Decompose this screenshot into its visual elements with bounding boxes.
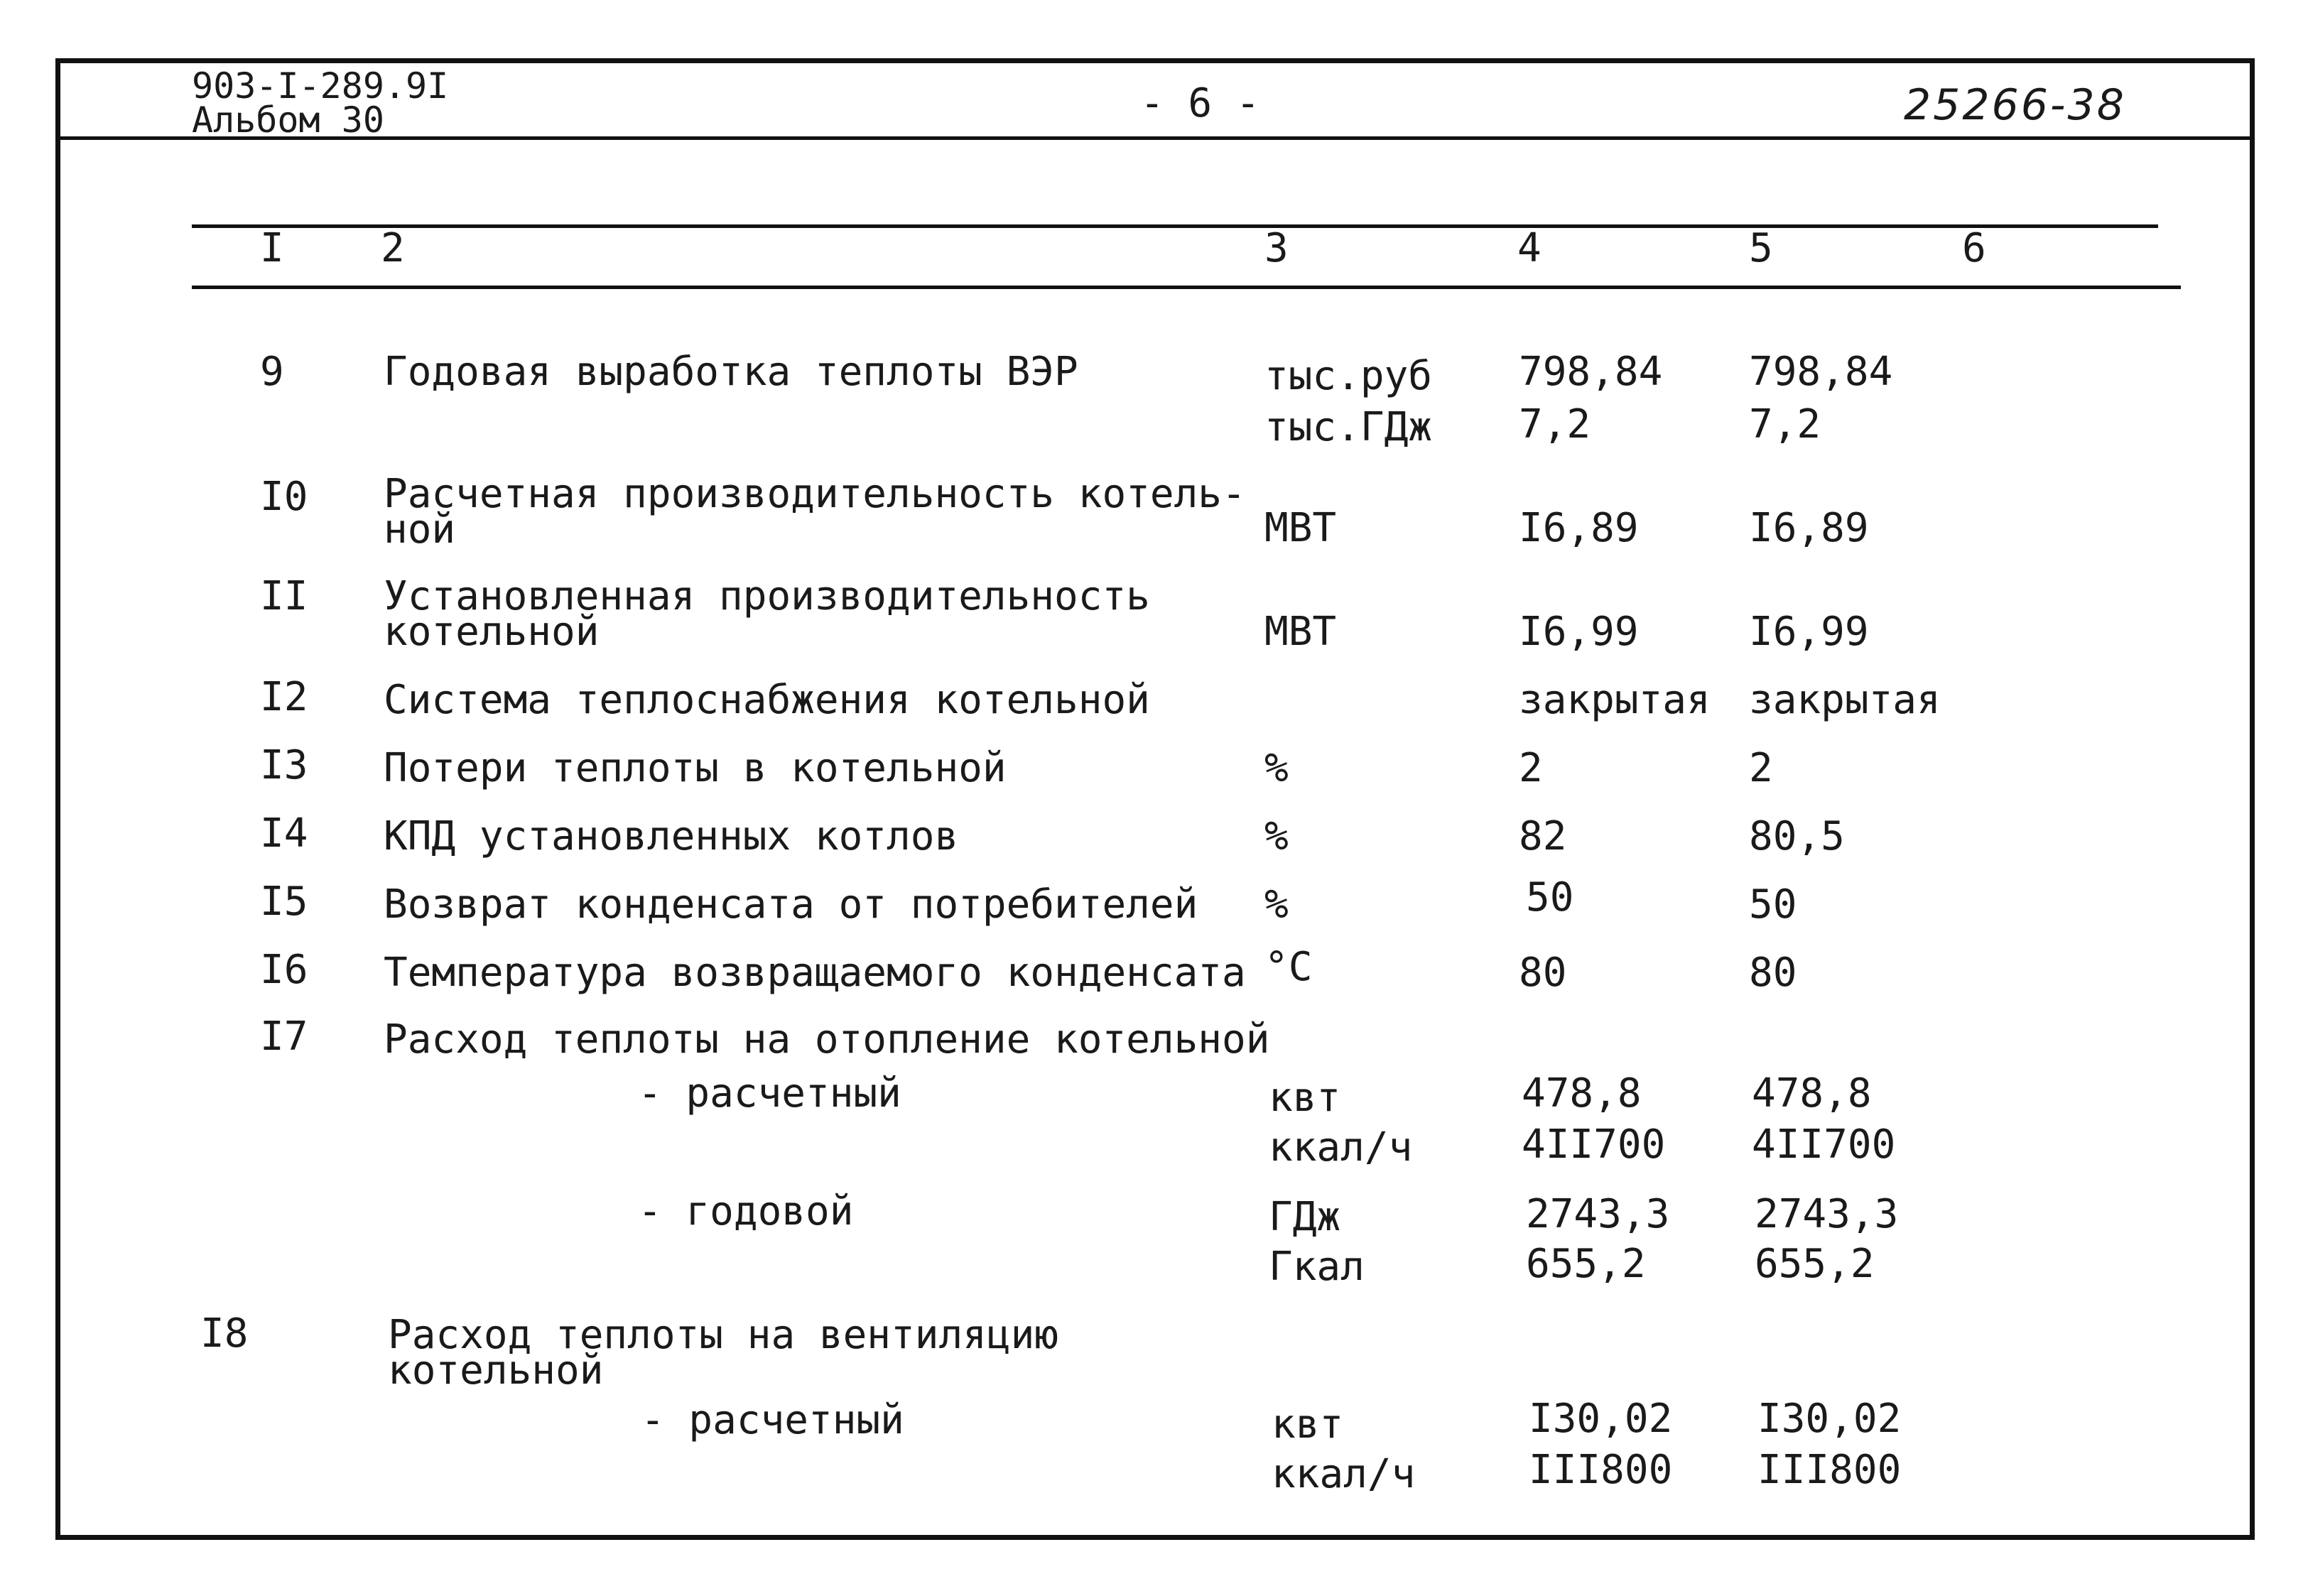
- col-header-3: 3: [1264, 225, 1289, 271]
- row-value-col5: 50: [1749, 881, 1797, 928]
- row-unit: МВТ: [1264, 609, 1337, 655]
- row-value-col5: закрытая: [1749, 677, 1941, 723]
- row-value-col4: закрытая: [1519, 677, 1711, 723]
- row-value-col4: I6,89: [1519, 505, 1639, 551]
- row-value-col5: III800: [1757, 1447, 1902, 1493]
- row-value-col4: 4II700: [1522, 1122, 1666, 1168]
- row-value-col4: III800: [1529, 1447, 1673, 1493]
- row-value-col5: 80: [1749, 950, 1797, 996]
- row-value-col4: 2: [1519, 745, 1543, 791]
- row-name: Потери теплоты в котельной: [384, 745, 1007, 791]
- row-unit: %: [1264, 813, 1289, 859]
- row-value-col4: 655,2: [1526, 1241, 1646, 1287]
- row-value-col5: 4II700: [1752, 1122, 1896, 1168]
- row-name: Расчетная производительность котель-: [384, 471, 1246, 517]
- row-value-col5: I30,02: [1757, 1396, 1902, 1442]
- row-name: Расход теплоты на отопление котельной: [384, 1016, 1270, 1063]
- row-unit: ккал/ч: [1269, 1124, 1413, 1171]
- row-value-col5: 478,8: [1752, 1070, 1872, 1117]
- row-name: Годовая выработка теплоты ВЭР: [384, 349, 1078, 395]
- row-value-col5: 7,2: [1749, 401, 1821, 447]
- header-rule: [55, 136, 2255, 140]
- row-value-col4: 7,2: [1519, 401, 1591, 447]
- row-number: I4: [260, 810, 308, 857]
- col-header-5: 5: [1749, 225, 1773, 271]
- row-value-col4: 82: [1519, 813, 1567, 859]
- row-value-col5: 655,2: [1755, 1241, 1875, 1287]
- row-value-col4: 80: [1519, 950, 1567, 996]
- col-header-2: 2: [381, 225, 405, 271]
- row-subname: - расчетный: [641, 1397, 904, 1443]
- doc-code: 903-I-289.9I: [192, 65, 449, 107]
- col-header-6: 6: [1962, 225, 1986, 271]
- row-name: КПД установленных котлов: [384, 813, 959, 859]
- row-number: I0: [260, 474, 308, 520]
- row-number: II: [260, 573, 308, 619]
- row-value-col4: 2743,3: [1526, 1191, 1670, 1237]
- row-name: Система теплоснабжения котельной: [384, 677, 1150, 723]
- row-name: Возврат конденсата от потребителей: [384, 881, 1198, 928]
- row-number: 9: [260, 349, 284, 395]
- row-number: I8: [200, 1310, 249, 1357]
- row-value-col4: 798,84: [1519, 349, 1663, 395]
- row-value-col5: I6,89: [1749, 505, 1869, 551]
- row-unit: ккал/ч: [1272, 1451, 1416, 1497]
- row-unit: ГДж: [1269, 1194, 1341, 1240]
- row-value-col4: 50: [1526, 874, 1574, 921]
- row-name: Температура возвращаемого конденсата: [384, 950, 1246, 996]
- table-header-rule: [192, 286, 2181, 289]
- row-name: котельной: [384, 609, 600, 655]
- row-number: I6: [260, 947, 308, 993]
- row-subname: - расчетный: [638, 1070, 901, 1117]
- row-value-col5: I6,99: [1749, 609, 1869, 655]
- table-top-rule: [192, 224, 2158, 228]
- row-unit: Гкал: [1269, 1244, 1365, 1290]
- row-value-col4: 478,8: [1522, 1070, 1642, 1117]
- row-value-col5: 798,84: [1749, 349, 1893, 395]
- page-number: - 6 -: [1140, 80, 1260, 126]
- row-name: Установленная производительность: [384, 573, 1150, 619]
- col-header-1: I: [260, 225, 284, 271]
- row-name: котельной: [388, 1347, 604, 1394]
- row-unit: %: [1264, 745, 1289, 791]
- row-unit: квт: [1269, 1075, 1341, 1121]
- row-value-col4: I30,02: [1529, 1396, 1673, 1442]
- row-value-col5: 2743,3: [1755, 1191, 1899, 1237]
- row-unit: квт: [1272, 1401, 1344, 1448]
- inventory-number: 25266-38: [1904, 80, 2126, 130]
- col-header-4: 4: [1517, 225, 1542, 271]
- row-subname: - годовой: [638, 1188, 854, 1234]
- row-number: I7: [260, 1014, 308, 1060]
- row-value-col5: 2: [1749, 745, 1773, 791]
- row-unit: тыс.ГДж: [1264, 404, 1433, 450]
- row-unit: МВТ: [1264, 505, 1337, 551]
- row-value-col4: I6,99: [1519, 609, 1639, 655]
- row-number: I2: [260, 674, 308, 720]
- page-frame: [55, 58, 2255, 1540]
- row-value-col5: 80,5: [1749, 813, 1845, 859]
- row-number: I3: [260, 742, 308, 788]
- album-label: Альбом 30: [192, 99, 384, 141]
- row-number: I5: [260, 879, 308, 925]
- row-name: Расход теплоты на вентиляцию: [388, 1312, 1059, 1358]
- row-name: ной: [384, 506, 456, 553]
- row-unit: °C: [1264, 944, 1313, 990]
- row-unit: тыс.руб: [1264, 353, 1433, 399]
- row-unit: %: [1264, 881, 1289, 928]
